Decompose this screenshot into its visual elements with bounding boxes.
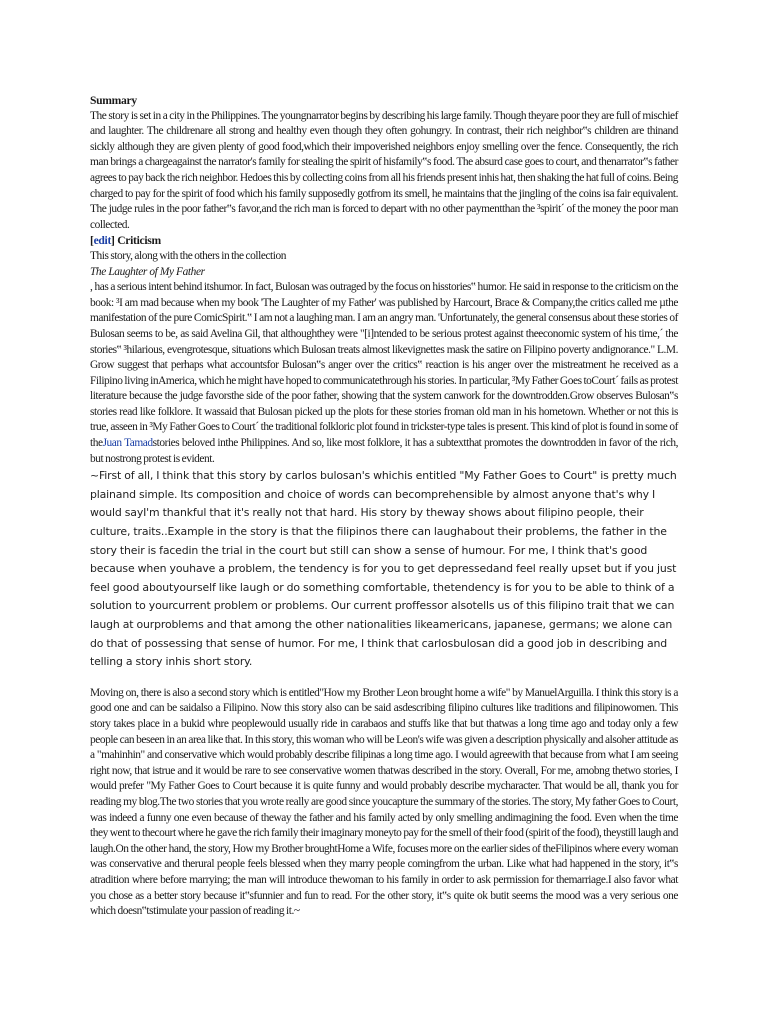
edit-bracket-open: [ [90, 234, 94, 248]
comparison-paragraph: Moving on, there is also a second story which is entitled"How my Brother Leon brought home a wife" by ManuelArguilla. I think this story is a good one and can be saidalso a Filipino. Now this story also can be said asdescribing filipino cultures like traditions and filipinowomen. This story takes place in a bukid whre peoplewould usually ride in carabaos and stuffs like that but thatwas a long time ago and today only a few people can beseen in an area like that. In this story, this woman who will be Leon's wife was given a description physically and alsoher attitude as a "mahinhin" and conservative which would probably describe filipinas a long time ago. I would agreewith that because from what I am seeing right now, that istrue and it would be rare to see conservative women thatwas described in the story. Overall, For me, amobng thetwo stories, I would prefer "My Father Goes to Court because it is quite funny and would probably describe mycharacter. That would be all, thank you for reading my blog.The two stories that you wrote really are good since youcapture the summary of the stories. The story, My father Goes to Court, was indeed a funny one even because of theway the father and his family acted by only smelling andimagining the food. Even when the time they went to thecourt where he gave the rich family their imaginary moneyto pay for the smell of their food (spirit of the food), theystill laugh and laugh.On the other hand, the story, How my Brother broughtHome a Wife, focuses more on the earlier sides of theFilipinos where every woman was conservative and therural people feels blessed when they marry people comingfrom the urban. Like what had happened in the story, it‟s atradition where before marrying; the man will introduce thewoman to his family in order to ask permission for themarriage.I also favor what you chose as a better story because it‟sfunnier and fun to read. For the other story, it‟s quite ok butit seems the mood was a very serious one which doesn‟tstimulate your passion of reading it.~ [90, 686, 678, 918]
criticism-text-before-link: , has a serious intent behind itshumor. In fact, Bulosan was outraged by the focus on hisstories‟ humor. He said in response to the criticism on the book: ³I am mad because when my book 'The Laughter of my Father' was published by Harcourt, Brace & Company,the critics called me µthe manifestation of the pure ComicSpirit.‟ I am not a laughing man. I am an angry man. 'Unfortunately, the general consensus about these stories of Bulosan seems to be, as said Avelina Gil, that althoughthey were "[i]ntended to be serious protest against theeconomic system of his time,´ the stories‟ ³hilarious, evengrotesque, situations which Bulosan treats almost likevignettes mask the satire on Filipino poverty andignorance." L.M. Grow suggest that perhaps what accountsfor Bulosan‟s anger over the critics‟ reaction is his anger over the mistreatment he received as a Filipino living inAmerica, which he might have hoped to communicatethrough his stories. In particular, ³My Father Goes toCourt´ fails as protest literature because the judge favorsthe side of the poor father, showing that the system canwork for the downtrodden.Grow observes Bulosan‟s stories read like folklore. It wassaid that Bulosan picked up the plots for these stories froman old man in his hometown. Whether or not this is true, asseen in ³My Father Goes to Court´ the traditional folkloric plot found in trickster-type tales is present. This kind of plot is found in some of the [90, 281, 678, 450]
criticism-heading-line [90, 233, 678, 249]
summary-heading: Summary [90, 94, 137, 107]
edit-link[interactable]: edit [93, 234, 112, 248]
juan-tamad-link[interactable]: Juan Tamad [102, 437, 153, 450]
summary-paragraph: The story is set in a city in the Philippines. The youngnarrator begins by describing his large family. Though theyare poor they are full of mischief and laughter. The childrenare all strong and healthy even though they often gohungry. In contrast, their rich neighbor‟s children are thinand sickly although they are given plenty of good food,which their impoverished neighbors enjoy smelling over the fence. Consequently, the rich man brings a chargeagainst the narrator's family for stealing the spirit of hisfamily‟s food. The absurd case goes to court, and thenarrator‟s father agrees to pay back the rich neighbor. Hedoes this by collecting coins from all his friends present inhis hat, then shaking the hat full of coins. Being charged to pay for the spirit of food which his family supposedly gotfrom its smell, he maintains that the jingling of the coins isa fair equivalent. The judge rules in the poor father‟s favor,and the rich man is forced to depart with no other paymentthan the ³spirit´ of the money the poor man collected. [90, 109, 678, 231]
criticism-paragraph [90, 280, 678, 467]
paragraph-spacer [90, 672, 678, 686]
edit-bracket-close: ] [111, 234, 115, 248]
criticism-text-after-link: stories beloved inthe Philippines. And so, like most folklore, it has a subtextthat promotes the downtrodden in favor of the rich, but nostrong protest is evident. [90, 437, 679, 465]
document-body [90, 93, 678, 920]
book-title: The Laughter of My Father [90, 265, 205, 278]
reflection-paragraph: ~First of all, I think that this story by carlos bulosan's whichis entitled "My Father Goes to Court" is pretty much plainand simple. Its composition and choice of words can becomprehensible by almost anyone that's why I would sayI'm thankful that it's really not that hard. His story by theway shows about filipino people, their culture, traits..Example in the story is that the filipinos there can laughabout their problems, the father in the story their is facedin the trial in the court but still can show a sense of humour. For me, I think that's good because when youhave a problem, the tendency is for you to get depressedand feel really upset but if you just feel good aboutyourself like laugh or do something comfortable, thetendency is for you to be able to think of a solution to yourcurrent problem or problems. Our current proffessor alsotells us of this filipino trait that we can laugh at ourproblems and that among the other nationalities likeamericans, japanese, germans; we alone can do that of possessing that sense of humor. For me, I think that carlosbulosan did a good job in describing and telling a story inhis short story. [90, 469, 677, 669]
criticism-intro: This story, along with the others in the collection [90, 249, 286, 262]
criticism-heading: Criticism [114, 234, 161, 248]
